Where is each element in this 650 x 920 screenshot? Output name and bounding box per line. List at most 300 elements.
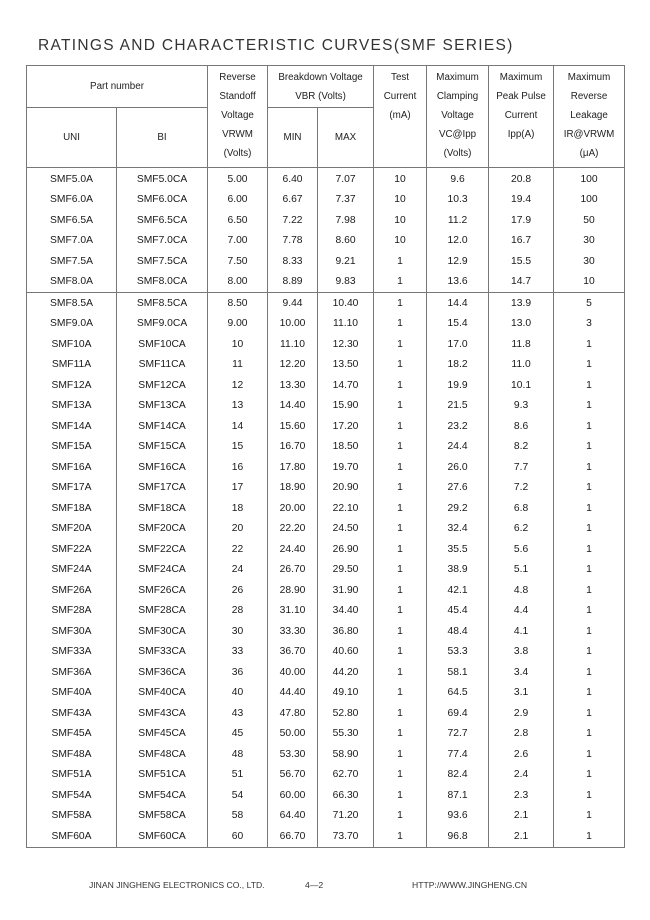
cell-uni-part: SMF48A: [27, 744, 117, 765]
header-vrwm-line: (Volts): [223, 148, 252, 159]
cell-ir: 1: [554, 744, 625, 765]
cell-bi-part: SMF8.5CA: [117, 293, 208, 314]
cell-uni-part: SMF40A: [27, 683, 117, 704]
cell-bi-part: SMF6.0CA: [117, 190, 208, 211]
cell-ir: 1: [554, 457, 625, 478]
cell-test-current: 10: [374, 210, 427, 231]
cell-test-current: 1: [374, 396, 427, 417]
cell-vbr-max: 52.80: [318, 703, 374, 724]
cell-uni-part: SMF30A: [27, 621, 117, 642]
cell-uni-part: SMF12A: [27, 375, 117, 396]
cell-ipp: 2.1: [489, 806, 554, 827]
cell-uni-part: SMF54A: [27, 785, 117, 806]
cell-vbr-min: 8.89: [268, 272, 318, 293]
cell-vbr-max: 58.90: [318, 744, 374, 765]
cell-bi-part: SMF36CA: [117, 662, 208, 683]
cell-vbr-min: 22.20: [268, 519, 318, 540]
cell-test-current: 1: [374, 272, 427, 293]
cell-vbr-min: 50.00: [268, 724, 318, 745]
cell-vc: 15.4: [427, 314, 489, 335]
cell-test-current: 1: [374, 662, 427, 683]
header-ir-line: IR@VRWM: [563, 129, 615, 140]
table-row: [27, 375, 625, 396]
cell-ir: 30: [554, 251, 625, 272]
header-vc-line: Voltage: [441, 110, 474, 121]
cell-ir: 5: [554, 293, 625, 314]
cell-bi-part: SMF6.5CA: [117, 210, 208, 231]
header-part-number: Part number: [27, 66, 208, 108]
cell-vrwm: 36: [208, 662, 268, 683]
cell-bi-part: SMF33CA: [117, 642, 208, 663]
cell-uni-part: SMF8.0A: [27, 272, 117, 293]
cell-vc: 69.4: [427, 703, 489, 724]
cell-bi-part: SMF9.0CA: [117, 314, 208, 335]
table-row: [27, 662, 625, 683]
header-max: MAX: [318, 108, 374, 168]
cell-vc: 17.0: [427, 334, 489, 355]
cell-ipp: 2.4: [489, 765, 554, 786]
cell-ipp: 19.4: [489, 190, 554, 211]
cell-bi-part: SMF45CA: [117, 724, 208, 745]
cell-vbr-min: 9.44: [268, 293, 318, 314]
cell-vbr-min: 56.70: [268, 765, 318, 786]
cell-vbr-min: 12.20: [268, 355, 318, 376]
cell-ipp: 11.8: [489, 334, 554, 355]
cell-ir: 100: [554, 168, 625, 190]
cell-test-current: 1: [374, 314, 427, 335]
cell-vbr-max: 7.07: [318, 168, 374, 190]
cell-ipp: 16.7: [489, 231, 554, 252]
cell-uni-part: SMF17A: [27, 478, 117, 499]
cell-ir: 10: [554, 272, 625, 293]
cell-vbr-min: 40.00: [268, 662, 318, 683]
cell-ir: 1: [554, 478, 625, 499]
cell-bi-part: SMF60CA: [117, 826, 208, 847]
cell-ir: 50: [554, 210, 625, 231]
header-ir-line: Reverse: [570, 91, 608, 102]
cell-vbr-max: 29.50: [318, 560, 374, 581]
cell-uni-part: SMF7.5A: [27, 251, 117, 272]
cell-uni-part: SMF10A: [27, 334, 117, 355]
cell-vbr-min: 28.90: [268, 580, 318, 601]
cell-ipp: 4.4: [489, 601, 554, 622]
cell-bi-part: SMF7.0CA: [117, 231, 208, 252]
cell-vbr-max: 36.80: [318, 621, 374, 642]
table-row: [27, 826, 625, 847]
header-vc-line: Maximum: [436, 72, 479, 83]
header-test-line: (mA): [389, 110, 411, 121]
header-vc-line: (Volts): [443, 148, 472, 159]
cell-vrwm: 16: [208, 457, 268, 478]
cell-ipp: 9.3: [489, 396, 554, 417]
footer-url: HTTP://WWW.JINGHENG.CN: [412, 880, 528, 890]
cell-vbr-min: 7.22: [268, 210, 318, 231]
cell-vrwm: 24: [208, 560, 268, 581]
cell-vbr-min: 53.30: [268, 744, 318, 765]
cell-ipp: 15.5: [489, 251, 554, 272]
cell-vrwm: 54: [208, 785, 268, 806]
cell-ipp: 7.7: [489, 457, 554, 478]
cell-vbr-max: 20.90: [318, 478, 374, 499]
cell-test-current: 1: [374, 375, 427, 396]
cell-ir: 1: [554, 785, 625, 806]
cell-vc: 11.2: [427, 210, 489, 231]
cell-vrwm: 12: [208, 375, 268, 396]
table-row: [27, 396, 625, 417]
cell-vbr-min: 66.70: [268, 826, 318, 847]
cell-bi-part: SMF14CA: [117, 416, 208, 437]
header-test-line: Current: [383, 91, 417, 102]
cell-vrwm: 18: [208, 498, 268, 519]
header-vbr-line: VBR (Volts): [295, 91, 346, 102]
cell-bi-part: SMF58CA: [117, 806, 208, 827]
cell-vc: 21.5: [427, 396, 489, 417]
cell-ipp: 3.8: [489, 642, 554, 663]
cell-vbr-max: 22.10: [318, 498, 374, 519]
cell-bi-part: SMF24CA: [117, 560, 208, 581]
cell-vc: 27.6: [427, 478, 489, 499]
cell-ir: 1: [554, 601, 625, 622]
cell-vc: 53.3: [427, 642, 489, 663]
table-row: [27, 231, 625, 252]
cell-bi-part: SMF43CA: [117, 703, 208, 724]
cell-test-current: 1: [374, 621, 427, 642]
cell-vrwm: 40: [208, 683, 268, 704]
cell-vc: 13.6: [427, 272, 489, 293]
cell-vbr-max: 9.21: [318, 251, 374, 272]
cell-uni-part: SMF60A: [27, 826, 117, 847]
cell-test-current: 1: [374, 744, 427, 765]
table-row: [27, 210, 625, 231]
cell-vbr-min: 15.60: [268, 416, 318, 437]
cell-vbr-max: 13.50: [318, 355, 374, 376]
cell-test-current: 1: [374, 683, 427, 704]
cell-vrwm: 43: [208, 703, 268, 724]
cell-ipp: 4.8: [489, 580, 554, 601]
cell-vrwm: 17: [208, 478, 268, 499]
cell-bi-part: SMF5.0CA: [117, 168, 208, 190]
cell-vbr-max: 55.30: [318, 724, 374, 745]
cell-vbr-max: 34.40: [318, 601, 374, 622]
cell-vbr-min: 31.10: [268, 601, 318, 622]
cell-vbr-max: 62.70: [318, 765, 374, 786]
cell-ir: 1: [554, 375, 625, 396]
cell-vbr-min: 44.40: [268, 683, 318, 704]
cell-test-current: 1: [374, 785, 427, 806]
table-row: [27, 621, 625, 642]
header-ipp-line: Peak Pulse: [496, 91, 546, 102]
cell-vrwm: 8.00: [208, 272, 268, 293]
cell-vc: 24.4: [427, 437, 489, 458]
cell-vrwm: 26: [208, 580, 268, 601]
cell-vc: 58.1: [427, 662, 489, 683]
header-vrwm-line: Reverse: [219, 72, 256, 83]
cell-uni-part: SMF28A: [27, 601, 117, 622]
header-bi: BI: [117, 108, 208, 168]
cell-vrwm: 15: [208, 437, 268, 458]
cell-uni-part: SMF16A: [27, 457, 117, 478]
cell-vbr-min: 24.40: [268, 539, 318, 560]
cell-bi-part: SMF13CA: [117, 396, 208, 417]
header-ipp: [489, 66, 554, 168]
cell-ipp: 6.8: [489, 498, 554, 519]
table-body: [27, 168, 625, 848]
cell-ir: 1: [554, 416, 625, 437]
cell-bi-part: SMF7.5CA: [117, 251, 208, 272]
cell-vc: 9.6: [427, 168, 489, 190]
cell-vc: 26.0: [427, 457, 489, 478]
cell-vbr-max: 15.90: [318, 396, 374, 417]
header-uni: UNI: [27, 108, 117, 168]
cell-ir: 1: [554, 806, 625, 827]
cell-vrwm: 58: [208, 806, 268, 827]
cell-vbr-max: 10.40: [318, 293, 374, 314]
cell-ipp: 13.0: [489, 314, 554, 335]
cell-vbr-min: 6.40: [268, 168, 318, 190]
cell-bi-part: SMF17CA: [117, 478, 208, 499]
cell-vbr-min: 11.10: [268, 334, 318, 355]
cell-ir: 1: [554, 724, 625, 745]
cell-bi-part: SMF30CA: [117, 621, 208, 642]
table-row: [27, 765, 625, 786]
cell-vc: 77.4: [427, 744, 489, 765]
cell-vrwm: 9.00: [208, 314, 268, 335]
cell-vc: 96.8: [427, 826, 489, 847]
cell-ir: 1: [554, 560, 625, 581]
cell-bi-part: SMF16CA: [117, 457, 208, 478]
cell-uni-part: SMF14A: [27, 416, 117, 437]
cell-vbr-max: 17.20: [318, 416, 374, 437]
cell-vc: 14.4: [427, 293, 489, 314]
cell-bi-part: SMF48CA: [117, 744, 208, 765]
cell-vrwm: 5.00: [208, 168, 268, 190]
cell-vbr-min: 10.00: [268, 314, 318, 335]
cell-ir: 100: [554, 190, 625, 211]
cell-test-current: 1: [374, 560, 427, 581]
table-row: [27, 642, 625, 663]
cell-uni-part: SMF43A: [27, 703, 117, 724]
cell-vrwm: 22: [208, 539, 268, 560]
cell-uni-part: SMF15A: [27, 437, 117, 458]
cell-bi-part: SMF15CA: [117, 437, 208, 458]
cell-ipp: 2.3: [489, 785, 554, 806]
cell-uni-part: SMF45A: [27, 724, 117, 745]
cell-uni-part: SMF13A: [27, 396, 117, 417]
header-test-line: Test: [391, 72, 410, 83]
cell-test-current: 10: [374, 168, 427, 190]
cell-vrwm: 14: [208, 416, 268, 437]
cell-vbr-min: 26.70: [268, 560, 318, 581]
cell-uni-part: SMF22A: [27, 539, 117, 560]
cell-bi-part: SMF51CA: [117, 765, 208, 786]
cell-ipp: 11.0: [489, 355, 554, 376]
cell-ipp: 2.1: [489, 826, 554, 847]
cell-test-current: 1: [374, 826, 427, 847]
table-row: [27, 683, 625, 704]
cell-vrwm: 8.50: [208, 293, 268, 314]
cell-vbr-max: 11.10: [318, 314, 374, 335]
table-row: [27, 519, 625, 540]
header-ir-line: Maximum: [567, 72, 611, 83]
table-row: [27, 190, 625, 211]
cell-uni-part: SMF20A: [27, 519, 117, 540]
cell-vbr-max: 7.37: [318, 190, 374, 211]
cell-vrwm: 33: [208, 642, 268, 663]
cell-vbr-max: 8.60: [318, 231, 374, 252]
cell-vbr-min: 18.90: [268, 478, 318, 499]
cell-ir: 1: [554, 396, 625, 417]
cell-vbr-max: 71.20: [318, 806, 374, 827]
header-ipp-line: Ipp(A): [507, 129, 535, 140]
cell-vrwm: 60: [208, 826, 268, 847]
cell-bi-part: SMF18CA: [117, 498, 208, 519]
cell-vbr-max: 26.90: [318, 539, 374, 560]
cell-uni-part: SMF24A: [27, 560, 117, 581]
cell-ir: 1: [554, 621, 625, 642]
cell-ipp: 14.7: [489, 272, 554, 293]
cell-vrwm: 13: [208, 396, 268, 417]
table-row: [27, 457, 625, 478]
cell-vc: 87.1: [427, 785, 489, 806]
cell-vc: 42.1: [427, 580, 489, 601]
cell-vrwm: 28: [208, 601, 268, 622]
cell-uni-part: SMF58A: [27, 806, 117, 827]
cell-test-current: 10: [374, 190, 427, 211]
cell-ir: 1: [554, 683, 625, 704]
cell-ir: 1: [554, 765, 625, 786]
table-row: [27, 437, 625, 458]
table-row: [27, 478, 625, 499]
table-row: [27, 416, 625, 437]
cell-vc: 35.5: [427, 539, 489, 560]
cell-ipp: 5.6: [489, 539, 554, 560]
cell-bi-part: SMF8.0CA: [117, 272, 208, 293]
cell-test-current: 1: [374, 539, 427, 560]
cell-vrwm: 6.50: [208, 210, 268, 231]
cell-vbr-max: 40.60: [318, 642, 374, 663]
cell-ir: 1: [554, 642, 625, 663]
cell-vc: 29.2: [427, 498, 489, 519]
cell-vbr-min: 20.00: [268, 498, 318, 519]
cell-vbr-min: 14.40: [268, 396, 318, 417]
cell-ir: 1: [554, 437, 625, 458]
cell-bi-part: SMF26CA: [117, 580, 208, 601]
cell-ipp: 20.8: [489, 168, 554, 190]
cell-ipp: 5.1: [489, 560, 554, 581]
cell-test-current: 1: [374, 724, 427, 745]
cell-vbr-max: 31.90: [318, 580, 374, 601]
cell-bi-part: SMF10CA: [117, 334, 208, 355]
cell-ir: 30: [554, 231, 625, 252]
cell-vc: 38.9: [427, 560, 489, 581]
cell-bi-part: SMF22CA: [117, 539, 208, 560]
table-row: [27, 580, 625, 601]
cell-uni-part: SMF7.0A: [27, 231, 117, 252]
header-ir-line: Leakage: [570, 110, 608, 121]
cell-test-current: 1: [374, 601, 427, 622]
cell-vc: 45.4: [427, 601, 489, 622]
header-vrwm: [208, 66, 268, 168]
cell-vrwm: 6.00: [208, 190, 268, 211]
cell-vbr-max: 44.20: [318, 662, 374, 683]
header-min: MIN: [268, 108, 318, 168]
header-vc: [427, 66, 489, 168]
cell-uni-part: SMF26A: [27, 580, 117, 601]
header-vrwm-line: Voltage: [221, 110, 254, 121]
cell-uni-part: SMF18A: [27, 498, 117, 519]
cell-uni-part: SMF6.0A: [27, 190, 117, 211]
cell-test-current: 1: [374, 416, 427, 437]
cell-ipp: 4.1: [489, 621, 554, 642]
cell-test-current: 1: [374, 437, 427, 458]
cell-ir: 1: [554, 539, 625, 560]
cell-ipp: 8.2: [489, 437, 554, 458]
cell-vrwm: 48: [208, 744, 268, 765]
cell-uni-part: SMF8.5A: [27, 293, 117, 314]
page-title: RATINGS AND CHARACTERISTIC CURVES(SMF SERIES): [38, 37, 514, 54]
cell-vbr-min: 60.00: [268, 785, 318, 806]
cell-uni-part: SMF51A: [27, 765, 117, 786]
table-row: [27, 168, 625, 190]
cell-uni-part: SMF6.5A: [27, 210, 117, 231]
cell-uni-part: SMF9.0A: [27, 314, 117, 335]
cell-test-current: 1: [374, 765, 427, 786]
cell-uni-part: SMF33A: [27, 642, 117, 663]
cell-ir: 1: [554, 498, 625, 519]
header-vrwm-line: VRWM: [222, 129, 253, 140]
cell-ipp: 17.9: [489, 210, 554, 231]
table-row: [27, 806, 625, 827]
cell-bi-part: SMF20CA: [117, 519, 208, 540]
header-vbr: [268, 66, 374, 108]
cell-test-current: 10: [374, 231, 427, 252]
table-row: [27, 314, 625, 335]
cell-test-current: 1: [374, 293, 427, 314]
cell-vc: 82.4: [427, 765, 489, 786]
cell-vc: 72.7: [427, 724, 489, 745]
cell-ipp: 2.6: [489, 744, 554, 765]
header-test-current: [374, 66, 427, 168]
cell-ir: 1: [554, 519, 625, 540]
cell-bi-part: SMF40CA: [117, 683, 208, 704]
header-vbr-line: Breakdown Voltage: [278, 72, 363, 83]
cell-ir: 1: [554, 355, 625, 376]
table-row: [27, 724, 625, 745]
cell-vbr-min: 7.78: [268, 231, 318, 252]
cell-ipp: 3.1: [489, 683, 554, 704]
cell-vbr-max: 7.98: [318, 210, 374, 231]
cell-ipp: 2.8: [489, 724, 554, 745]
cell-uni-part: SMF11A: [27, 355, 117, 376]
cell-ipp: 7.2: [489, 478, 554, 499]
cell-bi-part: SMF54CA: [117, 785, 208, 806]
cell-vc: 23.2: [427, 416, 489, 437]
cell-test-current: 1: [374, 498, 427, 519]
cell-ipp: 6.2: [489, 519, 554, 540]
cell-test-current: 1: [374, 457, 427, 478]
table-row: [27, 498, 625, 519]
cell-vrwm: 51: [208, 765, 268, 786]
cell-ir: 1: [554, 580, 625, 601]
cell-vrwm: 11: [208, 355, 268, 376]
table-row: [27, 785, 625, 806]
cell-ipp: 13.9: [489, 293, 554, 314]
cell-vc: 93.6: [427, 806, 489, 827]
cell-vbr-max: 73.70: [318, 826, 374, 847]
cell-vbr-min: 16.70: [268, 437, 318, 458]
cell-vc: 10.3: [427, 190, 489, 211]
cell-bi-part: SMF12CA: [117, 375, 208, 396]
